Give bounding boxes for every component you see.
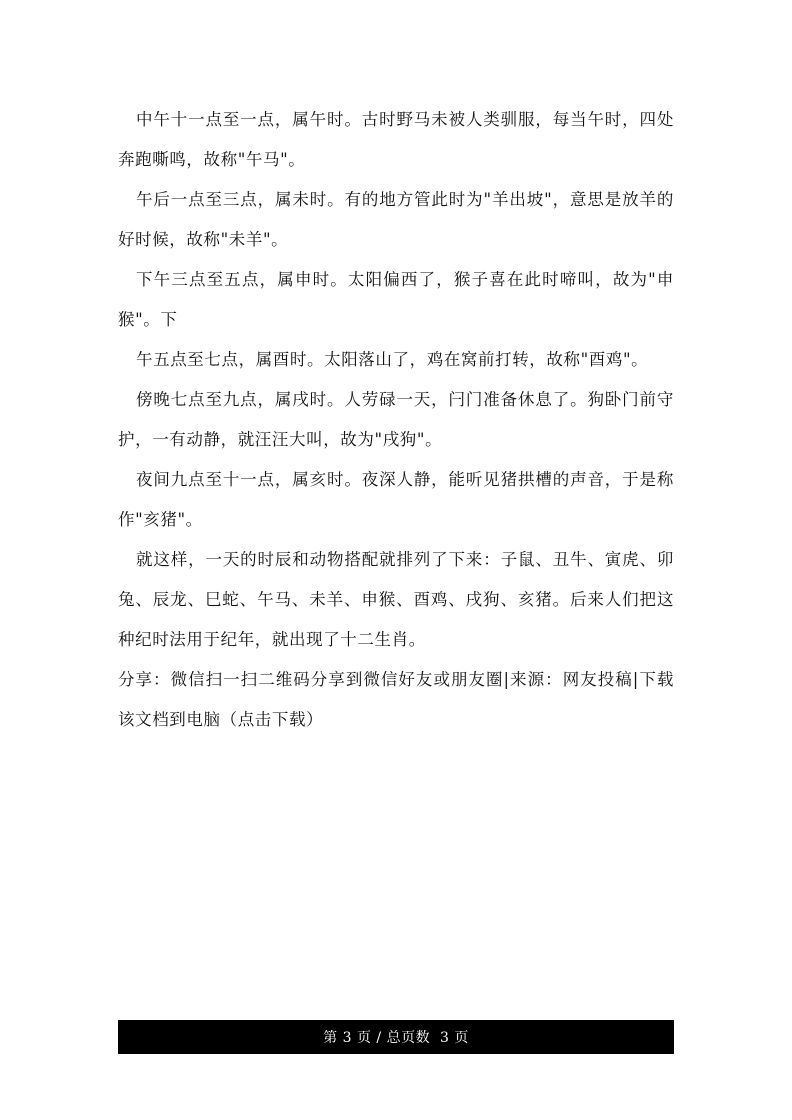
paragraph-wu-horse: 中午十一点至一点，属午时。古时野马未被人类驯服，每当午时，四处奔跑嘶鸣，故称"午马"。 — [118, 110, 674, 169]
page-footer — [118, 1020, 674, 1054]
paragraph-summary: 就这样，一天的时辰和动物搭配就排列了下来：子鼠、丑牛、寅虎、卯兔、辰龙、巳蛇、午马、未羊、申猴、酉鸡、戌狗、亥猪。后来人们把这种纪时法用于纪年，就出现了十二生肖。 — [118, 550, 674, 649]
page-number-label: 第 3 页 / 总页数 3 页 — [323, 1030, 469, 1046]
paragraph-xu-dog: 傍晚七点至九点，属戌时。人劳碌一天，闩门准备休息了。狗卧门前守护，一有动静，就汪汪大叫，故为"戌狗"。 — [118, 390, 674, 449]
paragraph-you-rooster: 午五点至七点，属酉时。太阳落山了，鸡在窝前打转，故称"酉鸡"。 — [136, 350, 649, 369]
share-line[interactable]: 分享：微信扫一扫二维码分享到微信好友或朋友圈|来源：网友投稿|下载该文档到电脑（点击下载） — [118, 670, 674, 729]
document-body — [118, 100, 674, 740]
paragraph-hai-pig: 夜间九点至十一点，属亥时。夜深人静，能听见猪拱槽的声音，于是称作"亥猪"。 — [118, 470, 674, 529]
paragraph-shen-monkey: 下午三点至五点，属申时。太阳偏西了，猴子喜在此时啼叫，故为"申猴"。下 — [118, 270, 674, 329]
paragraph-wei-sheep: 午后一点至三点，属未时。有的地方管此时为"羊出坡"，意思是放羊的好时候，故称"未羊"。 — [118, 190, 674, 249]
